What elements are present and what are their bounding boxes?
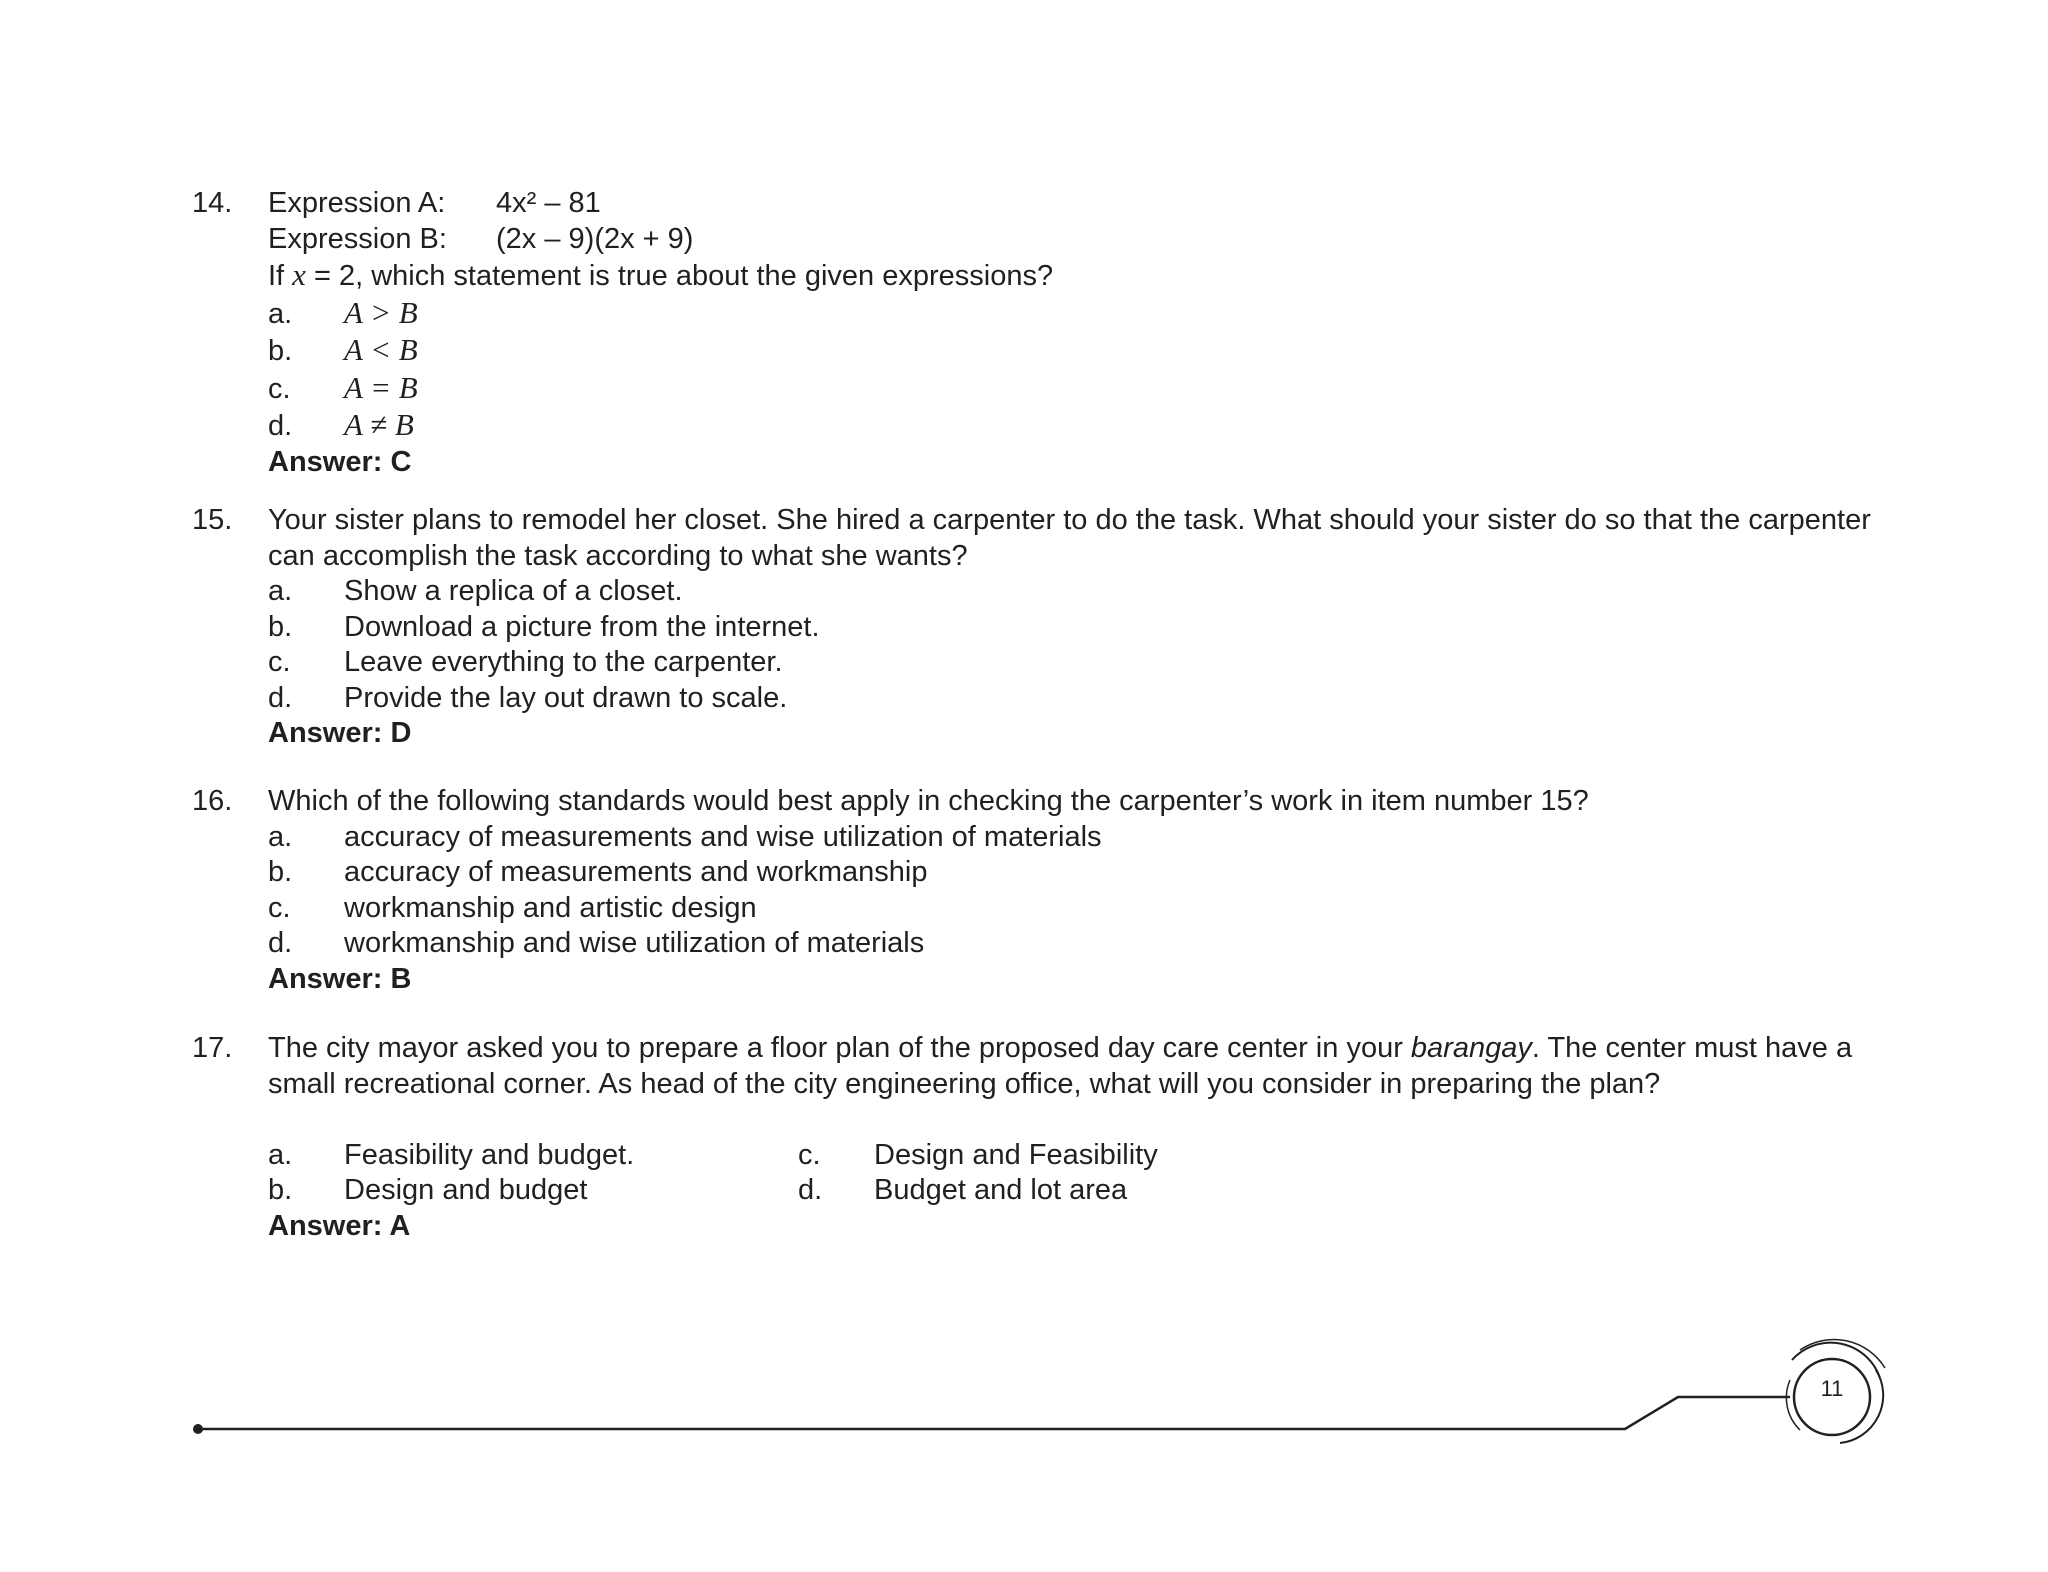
option-c: c. A = B — [268, 369, 418, 405]
option-b: b. accuracy of measurements and workmanship — [268, 856, 928, 888]
italic-term: barangay — [1410, 1032, 1532, 1064]
answer: Answer: C — [268, 445, 412, 478]
answer: Answer: A — [268, 1209, 411, 1242]
answer: Answer: B — [268, 962, 412, 995]
option-b: b. Download a picture from the internet. — [268, 610, 820, 643]
option-c: c. Design and Feasibility — [798, 1138, 1158, 1171]
option-b: b. Design and budget — [268, 1174, 588, 1206]
question-stem-cont: can accomplish the task according to what she wants? — [268, 539, 968, 572]
option-d: d. workmanship and wise utilization of materials — [268, 927, 925, 959]
option-a: a. Show a replica of a closet. — [268, 575, 683, 607]
option-c: c. Leave everything to the carpenter. — [268, 646, 783, 678]
question-stem: Your sister plans to remodel her closet. She hired a carpenter to do the task. What should your sister do so that the carpenter — [268, 504, 1871, 536]
option-d: d. Provide the lay out drawn to scale. — [268, 681, 788, 714]
option-c: c. workmanship and artistic design — [268, 891, 757, 924]
question-number: 16. — [192, 785, 233, 817]
question-stem: Which of the following standards would best apply in checking the carpenter’s work in item number 15? — [268, 785, 1589, 817]
option-a: a. accuracy of measurements and wise utilization of materials — [268, 820, 1102, 853]
question-number: 17. — [192, 1032, 233, 1064]
footer-line — [198, 1397, 1790, 1429]
question-stem: The city mayor asked you to prepare a floor plan of the proposed day care center in your barangay. The center must have a — [268, 1032, 1853, 1064]
page-number-swirl-left — [1786, 1380, 1800, 1430]
question-stem: If x = 2, which statement is true about the given expressions? — [268, 257, 1054, 292]
option-d: d. Budget and lot area — [798, 1174, 1128, 1206]
page-number: 11 — [1820, 1376, 1844, 1401]
question-stem-cont: small recreational corner. As head of the city engineering office, what will you consider in preparing the plan? — [268, 1067, 1661, 1100]
expression-b: Expression B: (2x – 9)(2x + 9) — [268, 222, 694, 255]
option-a: a. Feasibility and budget. — [268, 1138, 635, 1171]
question-number: 14. — [192, 187, 233, 219]
option-a: a. A > B — [268, 294, 418, 330]
option-b: b. A < B — [268, 332, 418, 367]
option-d: d. A ≠ B — [268, 407, 414, 442]
expression-a: Expression A: 4x² – 81 — [268, 187, 601, 219]
question-number: 15. — [192, 504, 233, 536]
answer: Answer: D — [268, 717, 412, 749]
